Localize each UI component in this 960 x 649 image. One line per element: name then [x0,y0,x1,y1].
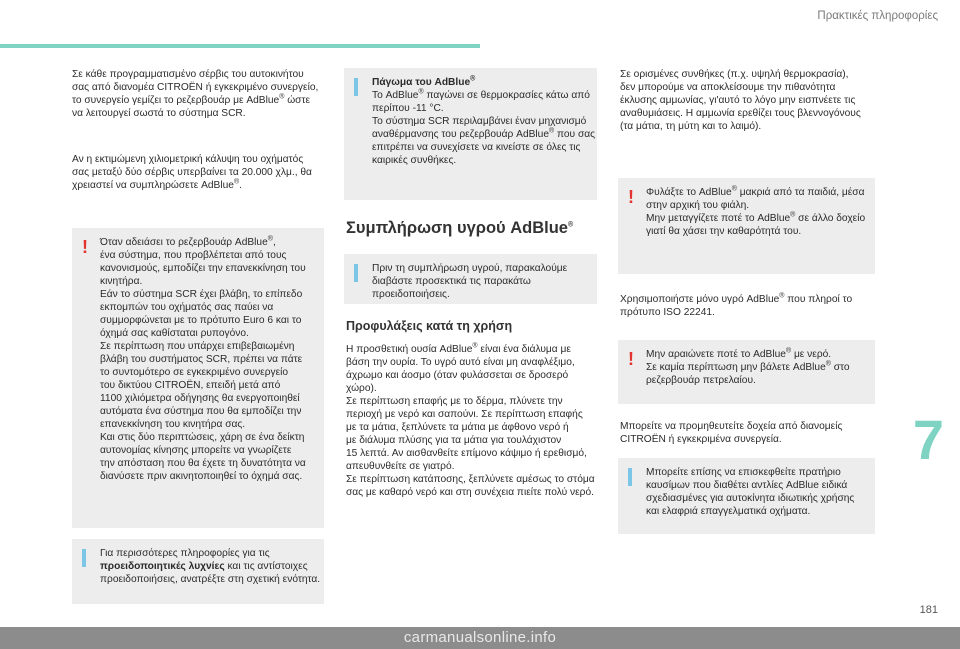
text-line: Όταν αδειάσει το ρεζερβουάρ AdBlue®, [100,235,276,248]
watermark-text: carmanualsonline.info [403,629,557,646]
text-line: Εάν το σύστημα SCR έχει βλάβη, το επίπεδο [100,289,303,300]
text-line: γιατί θα χάσει την καθαρότητά του. [646,226,802,237]
text-line: Σε καμία περίπτωση μην βάλετε AdBlue® στο [646,360,850,373]
info-icon [628,468,632,486]
text-line: Σε κάθε προγραμματισμένο σέρβις του αυτοκινήτου [72,69,304,80]
text-line: ρεζερβουάρ πετρελαίου. [646,375,756,386]
text-line: σας μεταξύ δύο σέρβις υπερβαίνει τα 20.000 χλμ., θα [72,167,312,178]
warning-icon: ! [628,187,634,207]
text-line: Σε περίπτωση επαφής με το δέρμα, πλύνετε την [346,396,563,407]
text-line: Μπορείτε να προμηθευτείτε δοχεία από διανομείς [620,421,843,432]
text-line: με τα μάτια, ξεπλύνετε τα μάτια με άφθονο νερό ή [346,422,569,433]
text-line: CITROËN ή εγκεκριμένα συνεργεία. [620,434,782,445]
text-line: σας από διανομέα CITROËN ή εγκεκριμένο συνεργείο, [72,82,319,93]
text-line: έκλυσης αμμωνίας, γι'αυτό το λόγο μην εισπνέετε τις [620,95,856,106]
text-line: (τα μάτια, τη μύτη και το λαιμό). [620,121,762,132]
text-line: και ελαφριά επαγγελματικά οχήματα. [646,506,811,517]
text-line: όχημά σας καθίσταται ρυπογόνο. [100,328,249,339]
text-line: προειδοποιήσεις. [372,289,450,300]
text-line: με διάλυμα πλύσης για τα μάτια για τουλάχιστον [346,435,562,446]
watermark-bar [0,627,960,649]
text-line: απευθυνθείτε σε γιατρό. [346,461,455,472]
text-line: αναθέρμανσης του ρεζερβουάρ AdBlue® που σας [372,127,596,140]
iso-paragraph [620,293,870,319]
text-line: κινητήρα. [100,276,143,287]
info-box-freezing [344,68,597,200]
text-line [100,560,316,573]
text-line: Μπορείτε επίσης να επισκεφθείτε πρατήριο [646,467,841,478]
text-line: βλάβη του συστήματος SCR, πρέπει να πάτε [100,354,303,365]
text-line: Πριν τη συμπλήρωση υγρού, παρακαλούμε [372,263,568,274]
text-line: Σε περίπτωση κατάποσης, ξεπλύνετε αμέσως το στόμα [346,474,595,485]
text-line: Το AdBlue® παγώνει σε θερμοκρασίες κάτω από [372,88,590,101]
info-box-warning-lamps [72,539,324,604]
chapter-number: 7 [912,408,944,471]
text-line: να λειτουργεί σωστά το σύστημα SCR. [72,108,246,119]
text-line: σχεδιασμένες για αυτοκίνητα ιδιωτικής χρήσης [646,493,855,504]
text-line: του δικτύου CITROËN, επειδή μετά από [100,380,281,391]
text-fragment: και τις αντίστοιχες [224,561,308,572]
mileage-paragraph [72,153,322,192]
text-line: άχρωμο και άοσμο (όταν φυλάσσεται σε δροσερό [346,370,569,381]
warning-icon: ! [82,237,88,257]
text-line: Σε ορισμένες συνθήκες (π.χ. υψηλή θερμοκρασία), [620,69,849,80]
text-line: περίπου -11 °C. [372,103,444,114]
text-line: ένα σύστημα, που προβλέπεται από τους [100,250,287,261]
dealers-paragraph [620,420,870,446]
text-line: δεν μπορούμε να αποκλείσουμε την πιθανότητα [620,82,836,93]
text-line: διανύσετε πριν ακινητοποιηθεί το όχημά σας. [100,471,303,482]
precautions-body [346,343,596,499]
warning-icon: ! [628,349,634,369]
text-line: πρότυπο ISO 22241. [620,307,715,318]
text-line: σας με καθαρό νερό και στη συνέχεια πιείτε πολύ νερό. [346,487,594,498]
text-line: αυτονομίας κίνησης μπορείτε να γνωρίζετε [100,445,292,456]
section-title: Συμπλήρωση υγρού AdBlue® [346,219,574,237]
info-box-fuel-stations [618,458,875,534]
text-line: Και στις δύο περιπτώσεις, χάρη σε ένα δείκτη [100,432,305,443]
info-box-before-filling [344,254,597,304]
text-line: αυτόματα ένα σύστημα που θα εμποδίζει την [100,406,302,417]
box-title: Πάγωμα του AdBlue® [372,75,476,88]
info-icon [82,549,86,567]
text-line: Για περισσότερες πληροφορίες για τις [100,548,270,559]
info-icon [354,78,358,96]
text-line: αναθυμιάσεις. Η αμμωνία ερεθίζει τους βλεννογόνους [620,108,861,119]
text-line: προειδοποιήσεις, ανατρέξτε στη σχετική ενότητα. [100,574,321,585]
text-line: Αν η εκτιμώμενη χιλιομετρική κάλυψη του οχήματός [72,154,304,165]
text-line: επιτρέπει να συνεχίσετε να κινείστε σε όλες τις [372,142,581,153]
text-line: 15 λεπτά. Αν αισθανθείτε επίμονο κάψιμο ή ερεθισμό, [346,448,587,459]
intro-paragraph [72,68,322,120]
text-line: το συνεργείο γεμίζει το ρεζερβουάρ με AdBlue® ώστε [72,93,311,106]
text-line: περιοχή με νερό και σαπούνι. Σε περίπτωση επαφής [346,409,583,420]
text-line: διαβάστε προσεκτικά τις παρακάτω [372,276,531,287]
warning-box-children [618,178,875,274]
warning-box-empty-tank [72,228,324,528]
text-line: Σε περίπτωση που υπάρχει επιβεβαιωμένη [100,341,295,352]
text-line: χρειαστεί να συμπληρώσετε AdBlue®. [72,178,242,191]
warning-box-dilution [618,340,875,404]
info-icon [354,264,358,282]
text-line: χώρο). [346,383,377,394]
text-line: το συντομότερο σε εγκεκριμένο συνεργείο [100,367,289,378]
section-header-title: Πρακτικές πληροφορίες [817,10,938,22]
warning-text [100,236,316,483]
text-line: Το σύστημα SCR περιλαμβάνει έναν μηχανισμό [372,116,587,127]
warning-lamps-link[interactable]: προειδοποιητικές λυχνίες [100,561,225,572]
text-line: 1100 χιλιόμετρα οδήγησης θα ενεργοποιηθεί [100,393,300,404]
text-line: Χρησιμοποιήστε μόνο υγρό AdBlue® που πληροί το [620,292,853,305]
text-line: βάση την ουρία. Το υγρό αυτό είναι μη αναφλέξιμο, [346,357,575,368]
text-line: επανεκκίνηση του κινητήρα σας. [100,419,246,430]
subsection-title: Προφυλάξεις κατά τη χρήση [346,319,513,333]
text-line: καυσίμων που διαθέτει αντλίες AdBlue ειδικά [646,480,848,491]
page-number: 181 [919,604,938,616]
text-line: συμμορφώνεται με το πρότυπο Euro 6 και το [100,315,302,326]
text-line: Μην αραιώνετε ποτέ το AdBlue® με νερό. [646,347,832,360]
header-accent-bar [0,44,480,48]
text-line: στην αρχική του φιάλη. [646,200,750,211]
text-line: την απόσταση που θα έχετε τη δυνατότητα να [100,458,306,469]
text-line: Μην μεταγγίζετε ποτέ το AdBlue® σε άλλο δοχείο [646,211,866,224]
text-line: καιρικές συνθήκες. [372,155,457,166]
text-line: εκπομπών του οχήματός σας παύει να [100,302,274,313]
text-line: Η προσθετική ουσία AdBlue® είναι ένα διάλυμα με [346,342,571,355]
ammonia-paragraph [620,68,870,133]
text-line: Φυλάξτε το AdBlue® μακριά από τα παιδιά, μέσα [646,185,865,198]
text-line: κανονισμούς, εμποδίζει την επανεκκίνηση του [100,263,306,274]
